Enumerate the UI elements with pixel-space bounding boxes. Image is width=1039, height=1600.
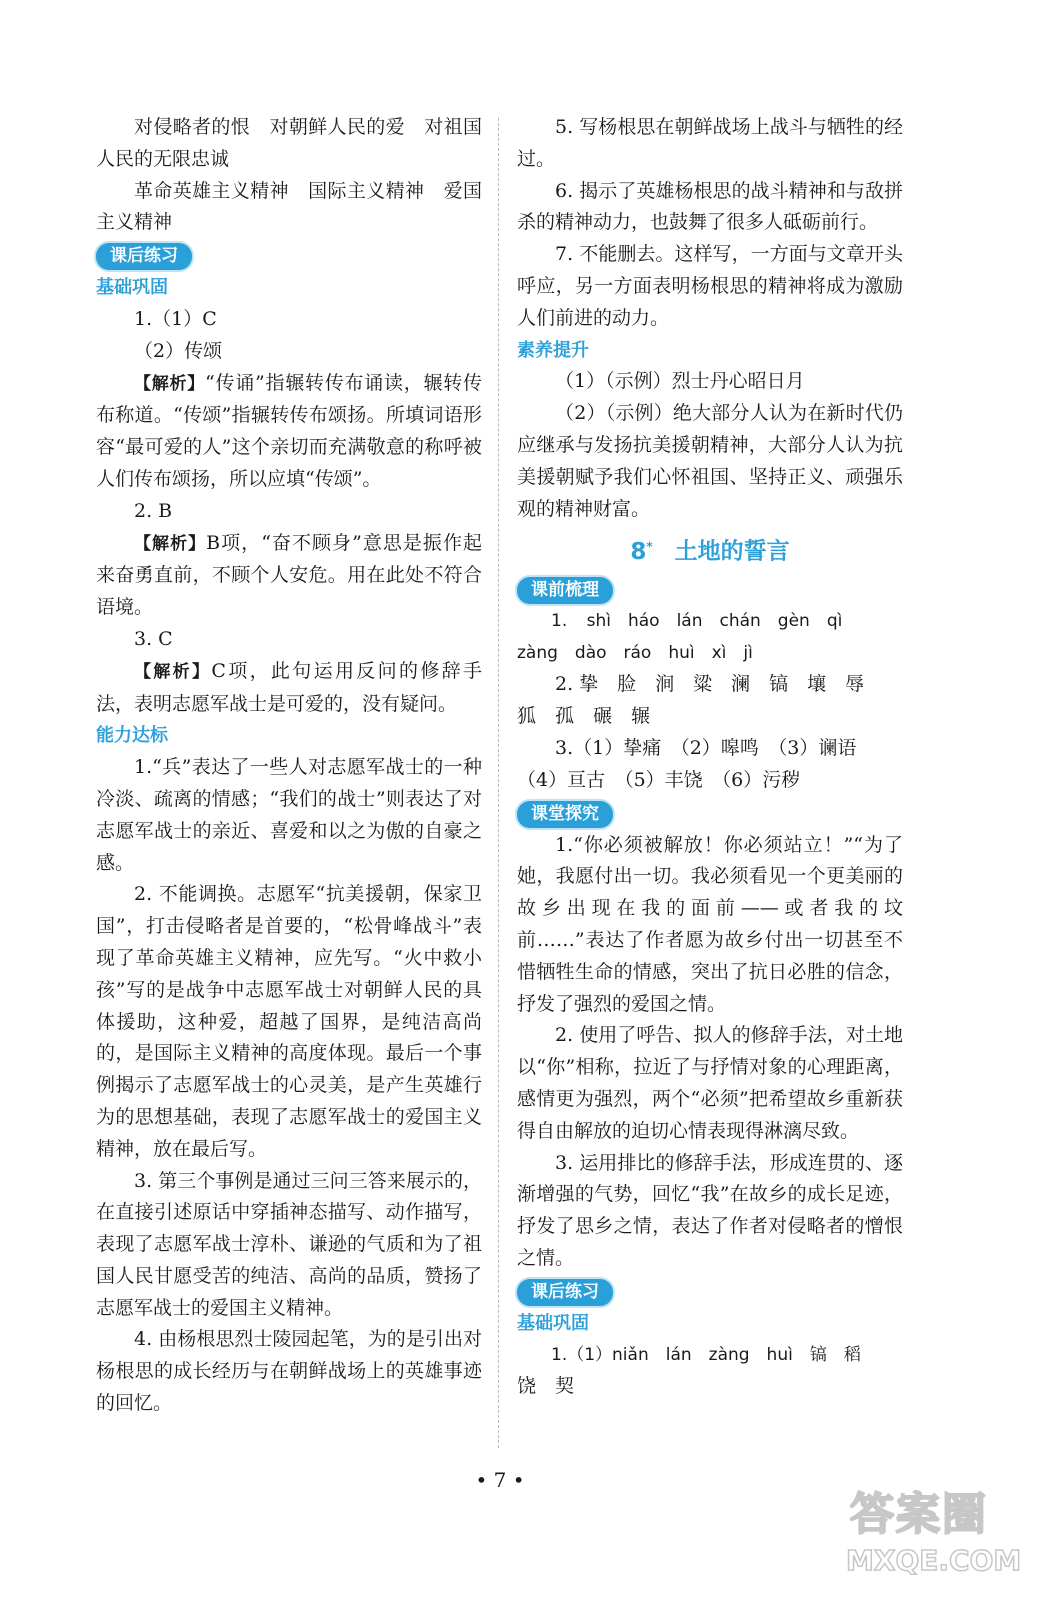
- subheading-literacy: 素养提升: [517, 339, 589, 361]
- answer-line: 3. C: [134, 627, 173, 650]
- watermark-url: MXQE.COM: [846, 1544, 1022, 1577]
- answer-paragraph: 4. 由杨根思烈士陵园起笔，为的是引出对杨根思的成长经历与在朝鲜战场上的英雄事迹的回忆。: [96, 1328, 482, 1415]
- right-column: [517, 112, 903, 1403]
- analysis-label: 【解析】: [134, 661, 212, 682]
- analysis-label: 【解析】: [134, 533, 207, 554]
- section-badge-after-class: 课后练习: [517, 1279, 613, 1306]
- answer-paragraph: 2. 使用了呼告、拟人的修辞手法，对土地以“你”相称，拉近了与抒情对象的心理距离，感情更为强烈，两个“必须”把希望故乡重新获得自由解放的迫切心情表现得淋漓尽致。: [517, 1024, 903, 1142]
- watermark-logo: [846, 1478, 1022, 1590]
- section-badge-before-class: 课前梳理: [517, 577, 613, 604]
- answer-paragraph: 5. 写杨根思在朝鲜战场上战斗与牺牲的经过。: [517, 116, 903, 170]
- answer-paragraph: 7. 不能删去。这样写，一方面与文章开头呼应，另一方面表明杨根思的精神将成为激励人们前进的动力。: [517, 243, 903, 329]
- left-column: [96, 112, 482, 1420]
- answer-line: （4）亘古 （5）丰饶 （6）污秽: [517, 768, 801, 791]
- answer-paragraph: 对侵略者的恨 对朝鲜人民的爱 对祖国人民的无限忠诚: [96, 116, 482, 170]
- subheading-ability: 能力达标: [96, 725, 168, 747]
- answer-line: 狐 孤 碾 辗: [517, 705, 651, 728]
- analysis-paragraph: 【解析】C项，此句运用反问的修辞手法，表明志愿军战士是可爱的，没有疑问。: [96, 659, 483, 715]
- answer-line: 1.（1）C: [134, 307, 217, 330]
- section-badge-after-class: 课后练习: [96, 243, 192, 270]
- answer-line: 饶 契: [517, 1375, 575, 1398]
- answer-paragraph: 1.“兵”表达了一些人对志愿军战士的一种冷淡、疏离的情感；“我们的战士”则表达了对志愿军战士的亲近、喜爱和以之为傲的自豪之感。: [96, 756, 482, 874]
- answer-paragraph: 6. 揭示了英雄杨根思的战斗精神和与敌拼杀的精神动力，也鼓舞了很多人砥砺前行。: [517, 179, 903, 234]
- analysis-label: 【解析】: [134, 373, 206, 394]
- section-badge-in-class: 课堂探究: [517, 801, 613, 828]
- page-number: • 7 •: [475, 1468, 525, 1492]
- answer-paragraph: 1.“你必须被解放！你必须站立！”“为了她，我愿付出一切。我必须看见一个更美丽的故乡出现在我的面前——或者我的坟前……”表达了作者愿为故乡付出一切甚至不惜牺牲生命的情感，突出了抗日必胜的信念，抒发了强烈的爱国之情。: [517, 833, 903, 1015]
- pinyin-line: zàng dào ráo huì xì jì: [517, 642, 753, 663]
- lesson-title: [517, 531, 903, 568]
- answer-paragraph: 3. 运用排比的修辞手法，形成连贯的、逐渐增强的气势，回忆“我”在故乡的成长足迹，抒发了思乡之情，表达了作者对侵略者的憎恨之情。: [517, 1151, 903, 1269]
- subheading-basic: 基础巩固: [96, 277, 168, 299]
- watermark-text: 答案圈: [850, 1489, 988, 1540]
- answer-line: （2）传颂: [134, 339, 223, 362]
- lesson-title-text: 土地的誓言: [674, 539, 790, 566]
- column-divider: [498, 118, 499, 1448]
- answer-line: 2. 挚 脸 涧 粱 澜 镐 壤 辱: [555, 673, 865, 696]
- answer-paragraph: 3. 第三个事例是通过三问三答来展示的，在直接引述原话中穿插神态描写、动作描写，表现了志愿军战士淳朴、谦逊的气质和为了祖国人民甘愿受苦的纯洁、高尚的品质，赞扬了志愿军战士的爱国主义精神。: [96, 1169, 482, 1319]
- answer-paragraph: 2. 不能调换。志愿军“抗美援朝，保家卫国”，打击侵略者是首要的，“松骨峰战斗”表现了革命英雄主义精神，应先写。“火中救小孩”写的是战争中志愿军战士对朝鲜人民的具体援助，这种爱，超越了国界，是纯洁高尚的，是国际主义精神的高度体现。最后一个事例揭示了志愿军战士的心灵美，是产生英雄行为的思想基础，表现了志愿军战士的爱国主义精神，放在最后写。: [96, 883, 482, 1160]
- pinyin-line: 1. shì háo lán chán gèn qì: [551, 610, 843, 631]
- answer-line: 2. B: [134, 499, 173, 522]
- answer-line: （1）（示例）烈士丹心昭日月: [555, 370, 805, 393]
- answer-line: 3.（1）挚痛 （2）嗥鸣 （3）谰语: [555, 737, 857, 759]
- analysis-paragraph: 【解析】B项，“奋不顾身”意思是振作起来奋勇直前，不顾个人安危。用在此处不符合语境。: [96, 531, 483, 619]
- answer-paragraph: 革命英雄主义精神 国际主义精神 爱国主义精神: [96, 179, 482, 234]
- lesson-number: 8*: [630, 539, 653, 566]
- pinyin-line: 1.（1）niǎn lán zàng huì 镐 稻: [551, 1344, 861, 1365]
- subheading-basic: 基础巩固: [517, 1312, 589, 1334]
- analysis-paragraph: 【解析】“传诵”指辗转传布诵读，辗转传布称道。“传颂”指辗转传布颂扬。所填词语形容“最可爱的人”这个亲切而充满敬意的称呼被人们传布颂扬，所以应填“传颂”。: [96, 371, 482, 490]
- answer-paragraph: （2）（示例）绝大部分人认为在新时代仍应继承与发扬抗美援朝精神，大部分人认为抗美援朝赋予我们心怀祖国、坚持正义、顽强乐观的精神财富。: [517, 402, 903, 520]
